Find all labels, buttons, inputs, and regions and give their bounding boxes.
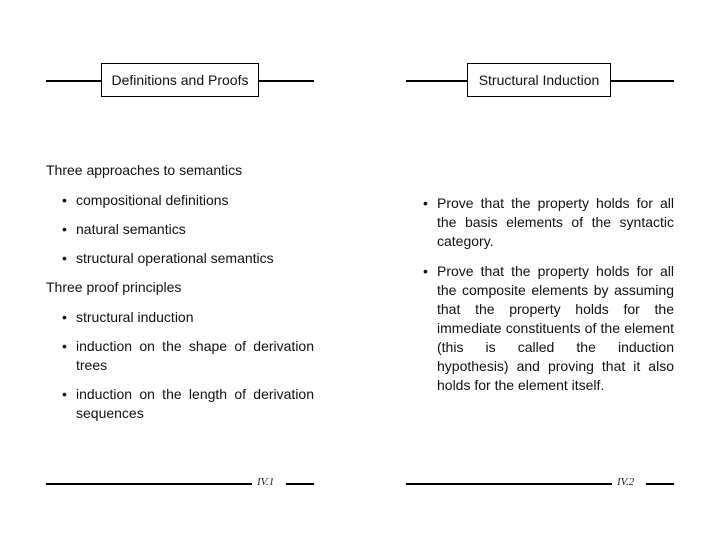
approaches-heading: Three approaches to semantics	[46, 162, 243, 178]
title-rule-left	[406, 80, 468, 82]
title-rule-right	[258, 80, 314, 82]
title-rule-left	[46, 80, 102, 82]
list-item: • Prove that the property holds for all the composite elements by assuming that the property holds for the immediate constituents of the element (this is called the induction hypothesis) and proving that it also holds for the element itself.	[423, 263, 674, 393]
footer-rule-right	[286, 483, 314, 485]
list-item: • compositional definitions	[62, 192, 229, 208]
bullet-icon: •	[62, 192, 67, 208]
bullet-icon: •	[423, 195, 428, 211]
page-number: IV.1	[257, 476, 275, 488]
slide-structural-induction	[360, 0, 720, 557]
bullet-icon: •	[62, 221, 67, 237]
footer-rule-right	[646, 483, 674, 485]
list-item: • structural operational semantics	[62, 250, 274, 266]
footer-rule-left	[406, 483, 612, 485]
list-item: • structural induction	[62, 309, 194, 325]
slide-title: Structural Induction	[478, 72, 600, 88]
bullet-icon: •	[423, 263, 428, 279]
list-item: • induction on the length of derivation sequences	[62, 386, 314, 421]
list-item: • Prove that the property holds for all the basis elements of the syntactic category.	[423, 195, 674, 249]
bullet-icon: •	[62, 386, 67, 402]
slide-title-box	[101, 63, 259, 97]
bullet-icon: •	[62, 309, 67, 325]
principles-heading: Three proof principles	[46, 279, 182, 295]
slide-title: Definitions and Proofs	[111, 72, 249, 88]
bullet-icon: •	[62, 250, 67, 266]
list-item: • induction on the shape of derivation trees	[62, 338, 314, 373]
footer-rule-left	[46, 483, 252, 485]
slide-title-box	[467, 63, 611, 97]
title-rule-right	[610, 80, 674, 82]
bullet-icon: •	[62, 338, 67, 354]
page-number: IV.2	[617, 476, 635, 488]
list-item: • natural semantics	[62, 221, 186, 237]
